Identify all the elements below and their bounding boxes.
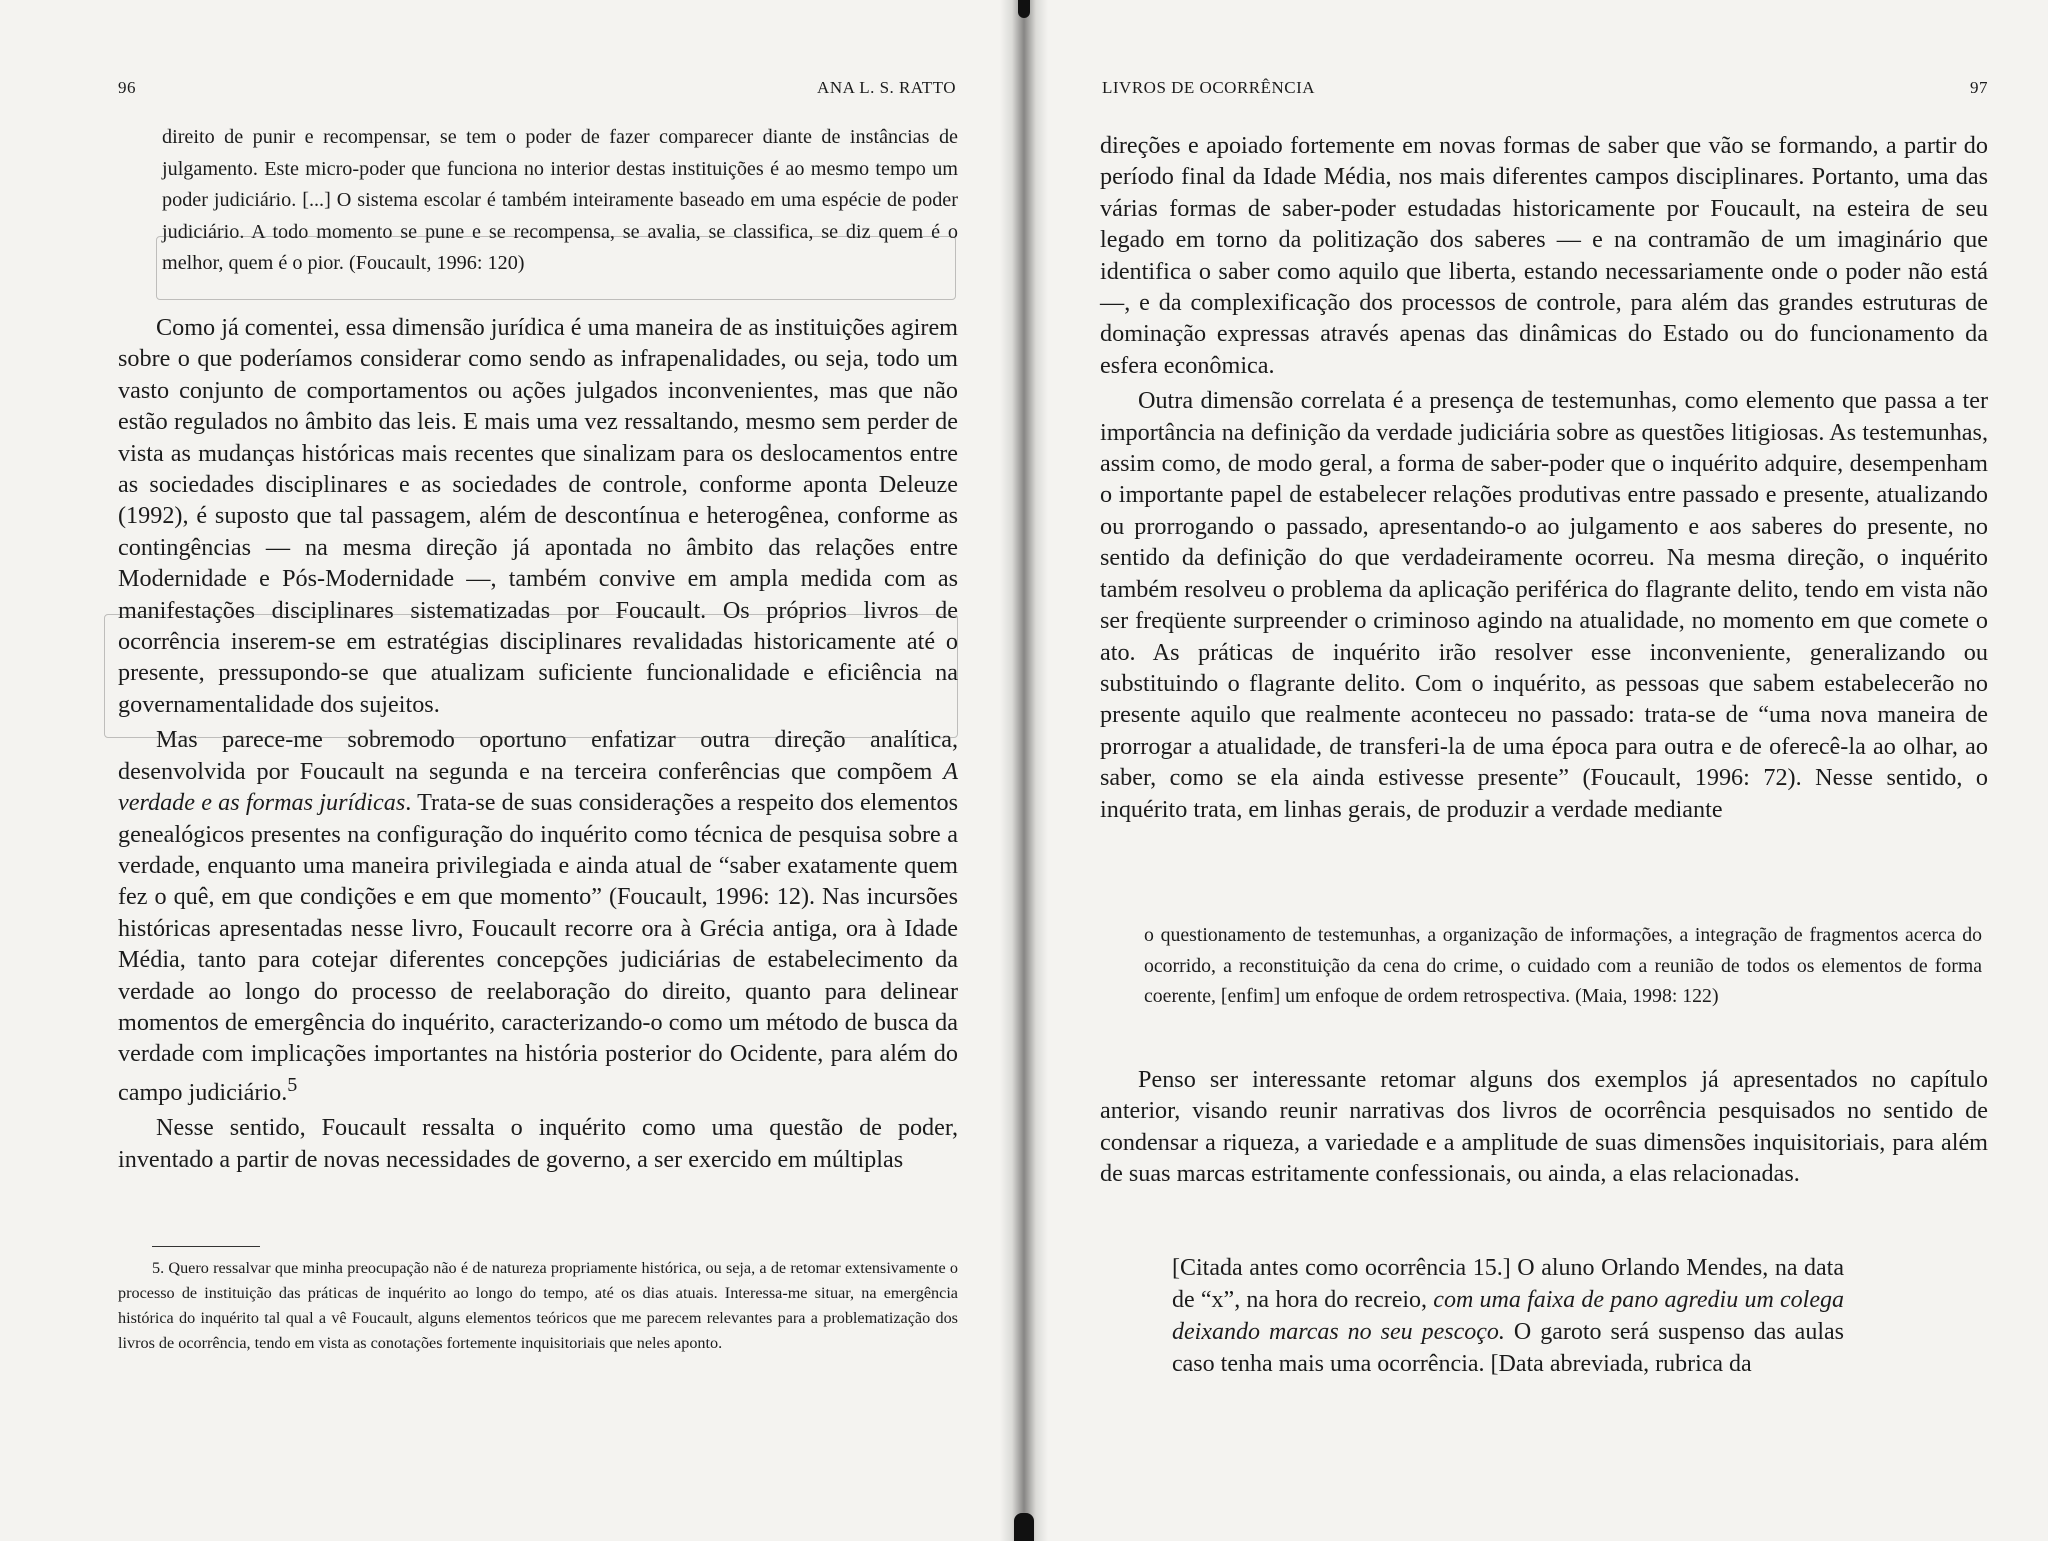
spine-clip-top [1018, 0, 1030, 18]
narrative-text [1172, 1252, 1844, 1380]
left-page [0, 0, 1000, 1541]
pencil-mark [156, 236, 956, 300]
footnote [118, 1256, 958, 1356]
right-running-head: LIVROS DE OCORRÊNCIA [1102, 78, 1316, 97]
right-body-top [1100, 130, 1988, 825]
footnote-5: 5. Quero ressalvar que minha preocupação não é de natureza propriamente histórica, ou seja, a de retomar extensivamente o processo de instituição das práticas de inquérito ao longo do tempo, até os dias atuais. Interessa-me situar, na emergência histórica do inquérito tal qual a vê Foucault, alguns elementos teóricos que me parecem relevantes para a problematização dos livros de ocorrência, tendo em vista as conotações fortemente inquisitoriais que neles aponto. [118, 1259, 958, 1352]
left-running-head: ANA L. S. RATTO [817, 78, 956, 97]
right-paragraph-2: Outra dimensão correlata é a presença de testemunhas, como elemento que passa a ter importância na definição da verdade judiciária sobre as questões litigiosas. As testemunhas, assim como, de modo geral, a forma de saber-poder que o inquérito adquire, desempenham o importante papel de estabelecer relações produtivas entre passado e presente, atualizando ou prorrogando o passado, apresentando-o ao julgamento e aos saberes do presente, no sentido da definição do que verdadeiramente ocorreu. Na mesma direção, o inquérito também resolveu o problema da aplicação periférica do flagrante delito, tendo em vista não ser freqüente surpreender o criminoso agindo na atualidade, no momento em que comete o ato. As práticas de inquérito irão resolver esse inconveniente, generalizando ou substituindo o flagrante delito. Com o inquérito, as pessoas que sabem estabelecerão no presente aquilo que realmente aconteceu no passado: trata-se de “uma nova maneira de prorrogar a atualidade, de transferi-la de uma época para outra e de oferecê-la ao olhar, ao saber, como se ela ainda estivesse presente” (Foucault, 1996: 72). Nesse sentido, o inquérito trata, em linhas gerais, de produzir a verdade mediante [1100, 387, 1988, 823]
occurrence-narrative [1172, 1252, 1844, 1380]
right-body-bottom [1100, 1064, 1988, 1190]
pencil-mark [104, 614, 958, 738]
left-paragraph-1: Como já comentei, essa dimensão jurídica é uma maneira de as instituições agirem sobre o que poderíamos considerar como sendo as infrapenalidades, ou seja, todo um vasto conjunto de comportamentos ou ações julgados inconvenientes, mas que não estão regulados no âmbito das leis. E mais uma vez ressaltando, mesmo sem perder de vista as mudanças históricas mais recentes que sinalizam para os deslocamentos entre as sociedades disciplinares e as sociedades de controle, conforme aponta Deleuze (1992), é suposto que tal passagem, além de descontínua e heterogênea, conforme as contingências — na mesma direção já apontada no âmbito das relações entre Modernidade e Pós-Modernidade —, também convive em ampla medida com as manifestações disciplinares sistematizadas por Foucault. Os próprios livros de ocorrência inserem-se em estratégias disciplinares revalidadas historicamente até o presente, pressupondo-se que atualizam suficiente funcionalidade e eficiência na governamentalidade dos sujeitos. [118, 314, 958, 718]
left-quote-text: direito de punir e recompensar, se tem o poder de fazer comparecer diante de instâncias de julgamento. Este micro-poder que funciona no interior destas instituições é ao mesmo tempo um poder judiciário. [...] O sistema escolar é também inteiramente baseado em uma espécie de poder judiciário. A todo momento se pune e se recompensa, se avalia, se classifica, se diz quem é o melhor, quem é o pior. (Foucault, 1996: 120) [162, 126, 958, 274]
right-page [1048, 0, 2048, 1541]
left-page-number: 96 [118, 78, 136, 97]
narrative-italic: com uma faixa de pano agrediu um colega deixando marcas no seu pescoço. [1172, 1287, 1844, 1345]
narrative-start: [Citada antes como ocorrência 15.] O aluno Orlando Mendes, na data de “x”, na hora do recreio, [1172, 1255, 1844, 1313]
book-title-italic: A verdade e as formas jurídicas [118, 757, 958, 817]
left-paragraph-3: Nesse sentido, Foucault ressalta o inquérito como uma questão de poder, inventado a partir de novas necessidades de governo, a ser exercido em múltiplas [118, 1114, 958, 1173]
narrative-end: O garoto será suspenso das aulas caso tenha mais uma ocorrência. [Data abreviada, rubrica da [1172, 1319, 1844, 1377]
left-paragraph-2: Mas parece-me sobremodo oportuno enfatizar outra direção analítica, desenvolvida por Foucault na segunda e na terceira conferências que compõem A verdade e as formas jurídicas. Trata-se de suas considerações a respeito dos elementos genealógicos presentes na configuração do inquérito como técnica de pesquisa sobre a verdade, enquanto uma maneira privilegiada e ainda atual de “saber exatamente quem fez o quê, em que condições e em que momento” (Foucault, 1996: 12). Nas incursões históricas apresentadas nesse livro, Foucault recorre ora à Grécia antiga, ora à Idade Média, tanto para cotejar diferentes concepções judiciárias de estabelecimento da verdade ao longo do processo de reelaboração do direito, quanto para delinear momentos de emergência do inquérito, caracterizando-o como um método de busca da verdade com implicações importantes na história posterior do Ocidente, para além do campo judiciário.$^5$ [118, 726, 958, 1106]
right-paragraph-1: direções e apoiado fortemente em novas formas de saber que vão se formando, a partir do período final da Idade Média, nos mais diferentes campos disciplinares. Portanto, uma das várias formas de saber-poder estudadas historicamente por Foucault, na esteira de seu legado em torno da politização dos saberes — e na contramão de um imaginário que identifica o saber como aquilo que liberta, estando necessariamente onde o poder não está —, e da complexificação dos processos de controle, para além das grandes estruturas de dominação expressas através apenas das dinâmicas do Estado ou do funcionamento da esfera econômica. [1100, 132, 1988, 379]
book-spine [1000, 0, 1048, 1541]
right-page-number: 97 [1970, 78, 1988, 97]
right-block-quote [1144, 920, 1982, 1012]
left-body [118, 312, 958, 1175]
spine-clip-bottom [1014, 1513, 1034, 1541]
right-quote-text: o questionamento de testemunhas, a organização de informações, a integração de fragmentos acerca do ocorrido, a reconstituição da cena do crime, o cuidado com a reunião de todos os elementos de forma coerente, [enfim] um enfoque de ordem retrospectiva. (Maia, 1998: 122) [1144, 924, 1982, 1007]
footnote-rule [152, 1246, 260, 1247]
right-paragraph-3: Penso ser interessante retomar alguns dos exemplos já apresentados no capítulo anterior, visando reunir narrativas dos livros de ocorrência pesquisados no sentido de condensar a riqueza, a variedade e a amplitude de suas dimensões inquisitoriais, para além de suas marcas estritamente confessionais, ou ainda, a elas relacionadas. [1100, 1066, 1988, 1188]
